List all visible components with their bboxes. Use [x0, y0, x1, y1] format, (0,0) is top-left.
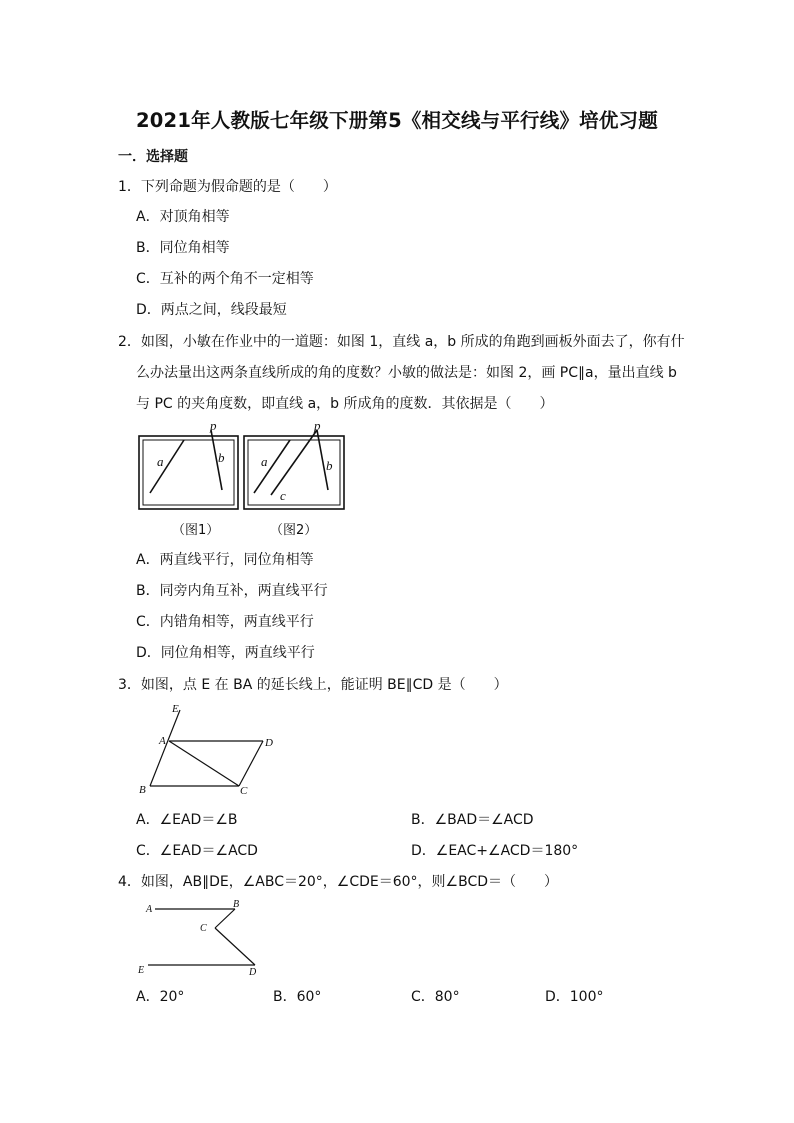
page-title: 2021年人教版七年级下册第5《相交线与平行线》培优习题: [136, 109, 658, 132]
fig1-label-p: p: [210, 418, 217, 433]
label-d: D: [249, 967, 257, 978]
q2-option-b: B．同旁内角互补，两直线平行: [136, 583, 328, 599]
fig1-label-a: a: [157, 454, 164, 469]
q3-option-d: D．∠EAC+∠ACD＝180°: [411, 843, 579, 859]
fig1-label-b: b: [218, 450, 225, 465]
section-heading: 一．选择题: [118, 149, 188, 165]
q3-option-a: A．∠EAD＝∠B: [136, 812, 238, 828]
question-2-stem-line-1: 2．如图，小敏在作业中的一道题：如图 1，直线 a，b 所成的角跑到画板外面去了，你有什: [118, 334, 685, 350]
fig2-label-p: p: [314, 418, 321, 433]
label-a: A: [146, 904, 153, 915]
label-d: D: [265, 737, 273, 749]
fig2-label-c: c: [280, 488, 286, 503]
q3-option-c: C．∠EAD＝∠ACD: [136, 843, 258, 859]
fig2-line-a: [254, 440, 290, 493]
line-ac: [169, 741, 239, 786]
fig1-frame: [139, 436, 238, 509]
fig1-line-a: [150, 440, 184, 493]
label-b: B: [233, 899, 240, 910]
question-3-stem: 3．如图，点 E 在 BA 的延长线上，能证明 BE∥CD 是（ ）: [118, 677, 508, 693]
question-2-stem-line-2: 么办法量出这两条直线所成的角的度数？小敏的做法是：如图 2，画 PC∥a，量出直线 b: [136, 365, 677, 381]
label-c: C: [200, 923, 207, 934]
q1-option-d: D．两点之间，线段最短: [136, 302, 287, 318]
question-1-stem: 1．下列命题为假命题的是（ ）: [118, 179, 337, 195]
label-e: E: [172, 703, 179, 715]
question-4-figure: [130, 895, 270, 981]
line-cd: [215, 928, 255, 965]
q4-option-a: A．20°: [136, 989, 185, 1005]
q4-option-b: B．60°: [273, 989, 322, 1005]
q2-option-d: D．同位角相等，两直线平行: [136, 645, 315, 661]
question-2-figure: [130, 418, 360, 518]
line-bc: [215, 909, 235, 928]
label-e: E: [138, 965, 145, 976]
label-b: B: [139, 784, 146, 796]
label-c: C: [240, 785, 248, 797]
q4-option-c: C．80°: [411, 989, 460, 1005]
q2-option-a: A．两直线平行，同位角相等: [136, 552, 314, 568]
q2-option-c: C．内错角相等，两直线平行: [136, 614, 314, 630]
q1-option-a: A．对顶角相等: [136, 209, 230, 225]
line-bae: [150, 710, 180, 786]
line-cd: [239, 741, 263, 786]
q3-option-b: B．∠BAD＝∠ACD: [411, 812, 534, 828]
q1-option-b: B．同位角相等: [136, 240, 230, 256]
q1-option-c: C．互补的两个角不一定相等: [136, 271, 314, 287]
question-4-stem: 4．如图，AB∥DE，∠ABC＝20°，∠CDE＝60°，则∠BCD＝（ ）: [118, 874, 559, 890]
label-a: A: [159, 735, 166, 747]
question-3-figure: [130, 698, 290, 800]
q4-option-d: D．100°: [545, 989, 604, 1005]
fig2-label-b: b: [326, 458, 333, 473]
question-2-stem-line-3: 与 PC 的夹角度数，即直线 a，b 所成角的度数．其依据是（ ）: [136, 396, 554, 412]
fig2-caption: （图2）: [270, 523, 318, 538]
fig1-caption: （图1）: [172, 523, 220, 538]
fig2-label-a: a: [261, 454, 268, 469]
